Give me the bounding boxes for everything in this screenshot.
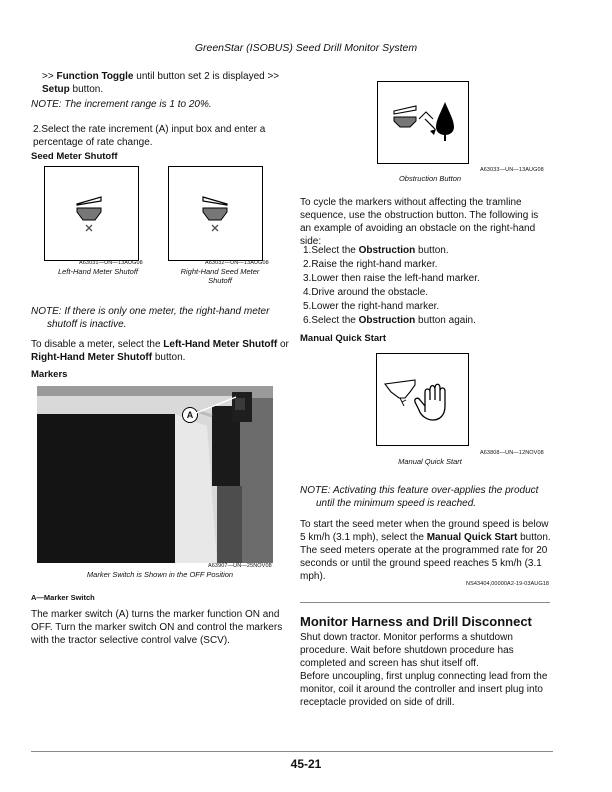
fig2-caption-line1: Right-Hand Seed Meter <box>180 267 260 276</box>
note2-line1: NOTE: If there is only one meter, the right-hand meter <box>31 306 270 317</box>
left-meter-shutoff-icon <box>45 167 138 260</box>
right-shutoff-term: Right-Hand Meter Shutoff <box>31 352 153 363</box>
obstruction-term-1: Obstruction <box>358 245 416 256</box>
left-meter-shutoff-figure <box>44 166 139 261</box>
fig1-caption: Left-Hand Meter Shutoff <box>57 267 139 276</box>
fig3-code: A63907—UN—25NOV08 <box>208 563 272 569</box>
right-meter-shutoff-figure <box>168 166 263 261</box>
fig2-caption <box>164 267 276 285</box>
obstruction-icon <box>378 82 468 163</box>
obstacle-steps <box>303 244 553 328</box>
step-5: 5.Lower the right-hand marker. <box>303 301 440 312</box>
obstruction-figure <box>377 81 469 164</box>
fig4-code: A63033—UN—13AUG08 <box>480 167 544 173</box>
callout-leader-line <box>196 394 241 419</box>
note-increment: NOTE: The increment range is 1 to 20%. <box>31 99 212 110</box>
harness-paragraph-2: Before uncoupling, first unplug connecting lead from the monitor, coil it around the controller and insert plug into receptacle provided on side of drill. <box>300 671 548 708</box>
step-1-post: button. <box>415 245 449 256</box>
doc-code: NS43404,00000A2-19-03AUG18 <box>466 581 550 587</box>
note3-line2: until the minimum speed is reached. <box>316 498 477 509</box>
seed-meter-heading: Seed Meter Shutoff <box>31 151 118 162</box>
step-3: 3.Lower then raise the left-hand marker. <box>303 273 480 284</box>
fig1-code: A63031—UN—13AUG08 <box>79 260 143 266</box>
disable-meter-text <box>31 338 289 364</box>
start-post: button. The seed meters operate at the programmed rate for 20 seconds or until the ground speed reaches 5 km/h (3.1 mph). <box>300 532 551 582</box>
disable-mid: or <box>277 339 289 350</box>
manual-quick-start-heading: Manual Quick Start <box>300 333 387 344</box>
note-over-applies <box>300 484 560 510</box>
note2-line2: shutoff is inactive. <box>47 319 127 330</box>
right-meter-shutoff-icon <box>169 167 262 260</box>
markers-heading: Markers <box>31 369 68 380</box>
page-number: 45-21 <box>290 757 322 771</box>
manual-quick-start-icon <box>377 354 468 445</box>
harness-heading: Monitor Harness and Drill Disconnect <box>300 614 532 629</box>
fig5-caption: Manual Quick Start <box>398 457 462 466</box>
disable-prefix: To disable a meter, select the <box>31 339 164 350</box>
function-toggle-term: Function Toggle <box>56 71 134 82</box>
footer-rule <box>31 751 553 752</box>
harness-paragraph-1: Shut down tractor. Monitor performs a shutdown procedure. Wait before shutdown procedure has completed and screen has shut itself off. <box>300 632 514 669</box>
fig5-code: A63808—UN—12NOV08 <box>480 450 544 456</box>
intro-prefix: >> <box>42 71 57 82</box>
step-6-num: 6. <box>303 315 312 326</box>
step-1 <box>303 244 553 258</box>
step-6-post: button again. <box>415 315 476 326</box>
disable-suffix: button. <box>152 352 186 363</box>
note-one-meter <box>31 305 291 331</box>
manual-quick-start-term: Manual Quick Start <box>426 532 518 543</box>
manual-quick-start-figure <box>376 353 469 446</box>
cycle-markers-paragraph: To cycle the markers without affecting the tramline sequence, use the obstruction button. The following is an example of avoiding an obstacle on the right-hand side: <box>300 197 539 247</box>
intro-mid: until button set 2 is displayed >> <box>133 71 280 82</box>
running-header: GreenStar (ISOBUS) Seed Drill Monitor System <box>194 42 418 54</box>
obstruction-term-2: Obstruction <box>358 315 416 326</box>
intro-text <box>42 70 282 96</box>
step-6 <box>303 314 553 328</box>
section-divider <box>300 602 550 603</box>
step-2: 2.Raise the right-hand marker. <box>303 259 438 270</box>
fig2-code: A63032—UN—13AUG08 <box>205 260 269 266</box>
step-1-pre: Select the <box>311 245 359 256</box>
step-1-num: 1. <box>303 245 312 256</box>
start-pre: To start the seed meter when the ground speed is below 5 km/h (3.1 mph), select the <box>300 519 549 543</box>
callout-a: A <box>182 407 198 423</box>
left-shutoff-term: Left-Hand Meter Shutoff <box>163 339 278 350</box>
step-2: 2.Select the rate increment (A) input box and enter a percentage of rate change. <box>33 124 266 148</box>
step-6-pre: Select the <box>311 315 359 326</box>
quick-start-paragraph <box>300 518 552 583</box>
legend-marker-switch: A—Marker Switch <box>31 593 95 602</box>
fig2-caption-line2: Shutoff <box>208 276 232 285</box>
setup-term: Setup <box>42 84 70 95</box>
step-4: 4.Drive around the obstacle. <box>303 287 429 298</box>
note3-line1: NOTE: Activating this feature over-applies the product <box>300 485 539 496</box>
intro-suffix: button. <box>69 84 104 95</box>
fig4-caption: Obstruction Button <box>398 174 462 183</box>
markers-paragraph: The marker switch (A) turns the marker function ON and OFF. Turn the marker switch ON and control the markers with the tractor selective control valve (SCV). <box>31 609 283 646</box>
fig3-caption: Marker Switch is Shown in the OFF Position <box>86 570 234 579</box>
marker-switch-photo <box>37 386 273 563</box>
